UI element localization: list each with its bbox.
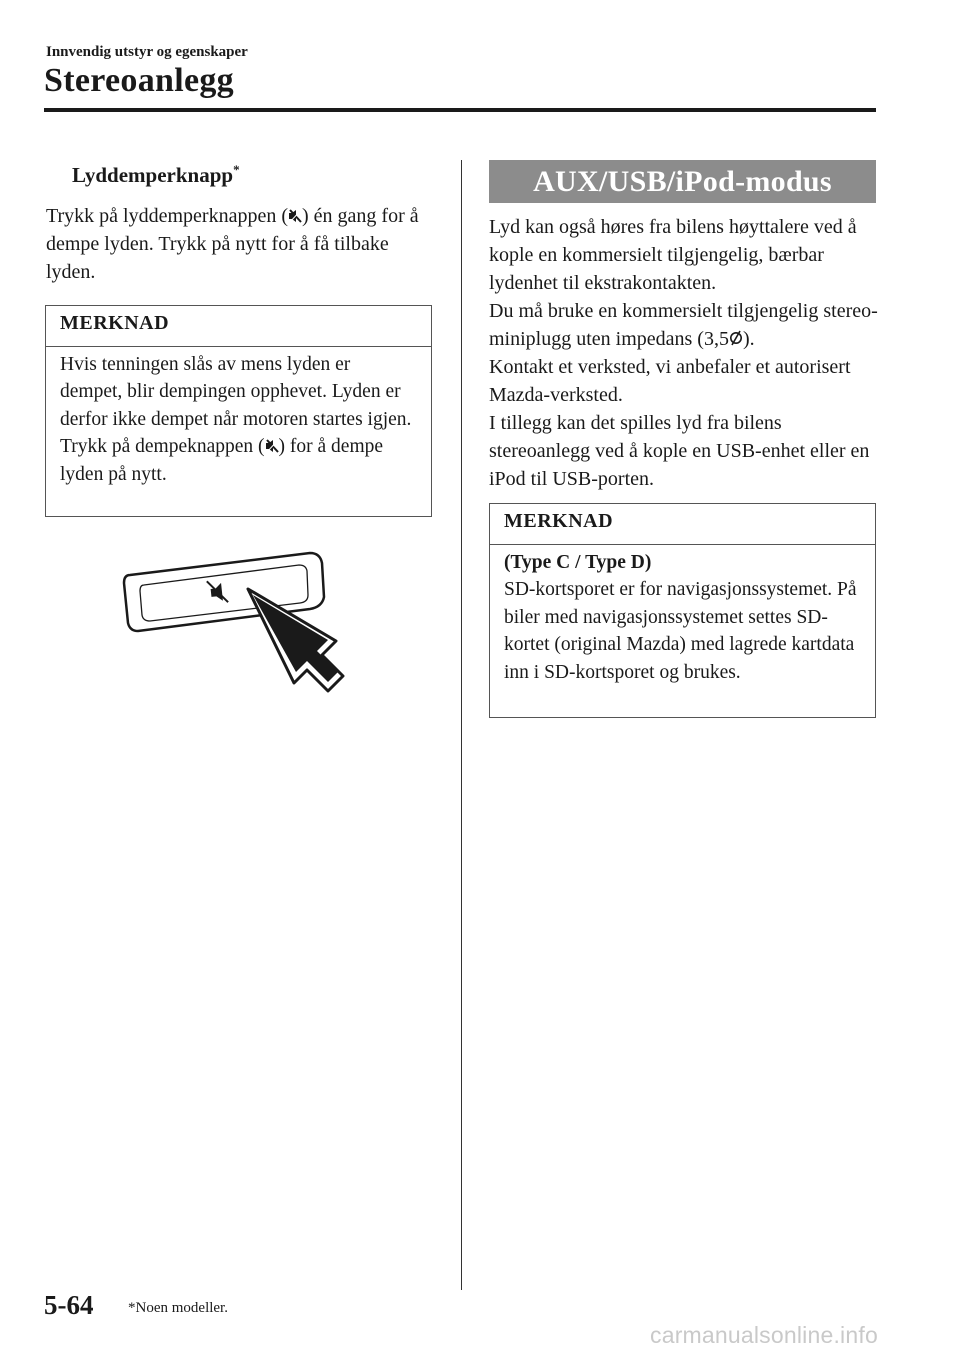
mute-instructions bbox=[46, 202, 426, 286]
mute-button-illustration bbox=[110, 545, 370, 695]
note-box-mute bbox=[45, 305, 432, 517]
note-text-b: ) for å dempe lyden på nytt. bbox=[60, 436, 384, 485]
note-title: MERKNAD bbox=[46, 306, 431, 347]
mute-icon bbox=[265, 434, 279, 448]
subheading-mute-button bbox=[72, 162, 240, 188]
subheading-text: Lyddemperknapp bbox=[72, 163, 234, 187]
aux-para-3: Kontakt et verksted, vi anbefaler et autorisert Mazda-verksted. bbox=[489, 356, 851, 406]
page-number: 5-64 bbox=[44, 1290, 94, 1320]
section-kicker: Innvendig utstyr og egenskaper bbox=[46, 44, 248, 60]
note-box-sd-card bbox=[489, 503, 876, 718]
note-type-label: (Type C / Type D) bbox=[504, 552, 652, 573]
aux-para-2 bbox=[489, 297, 879, 353]
note-text: SD-kortsporet er for navigasjonssystemet. På biler med navigasjonssystemet settes SD-kortet (original Mazda) med lagrede kartdata inn i SD-kortsporet og brukes. bbox=[504, 579, 857, 683]
note-body bbox=[46, 347, 431, 496]
watermark: carmanualsonline.info bbox=[650, 1322, 878, 1348]
footnote: *Noen modeller. bbox=[128, 1300, 228, 1316]
aux-para-1: Lyd kan også høres fra bilens høyttalere ved å kople en kommersielt tilgjengelig, bærbar lydenhet til ekstrakontakten. bbox=[489, 216, 857, 294]
aux-description bbox=[489, 213, 879, 493]
diameter-icon bbox=[729, 326, 743, 340]
header-rule bbox=[44, 108, 876, 112]
section-banner: AUX/USB/iPod-modus bbox=[489, 160, 876, 203]
mute-text-a: Trykk på lyddemperknappen ( bbox=[46, 205, 288, 227]
subheading-footnote-mark: * bbox=[233, 162, 240, 177]
mute-text-b: ) én gang for å dempe lyden. Trykk på nytt for å få tilbake lyden. bbox=[46, 205, 419, 283]
note-text-a: Hvis tenningen slås av mens lyden er dempet, blir dempingen opphevet. Lyden er derfor ikke dempet når motoren startes igjen. Trykk på dempeknappen ( bbox=[60, 354, 412, 458]
column-divider bbox=[461, 160, 462, 1290]
chapter-title: Stereoanlegg bbox=[44, 62, 234, 99]
note-title: MERKNAD bbox=[490, 504, 875, 545]
aux-para-2-text-a: Du må bruke en kommersielt tilgjengelig stereo-miniplugg uten impedans (3,5 bbox=[489, 300, 878, 350]
aux-para-4: I tillegg kan det spilles lyd fra bilens stereoanlegg ved å kople en USB-enhet eller en iPod til USB-porten. bbox=[489, 412, 870, 490]
note-body bbox=[490, 545, 875, 694]
aux-para-2-text-b: ). bbox=[742, 328, 755, 350]
mute-icon bbox=[288, 203, 302, 217]
